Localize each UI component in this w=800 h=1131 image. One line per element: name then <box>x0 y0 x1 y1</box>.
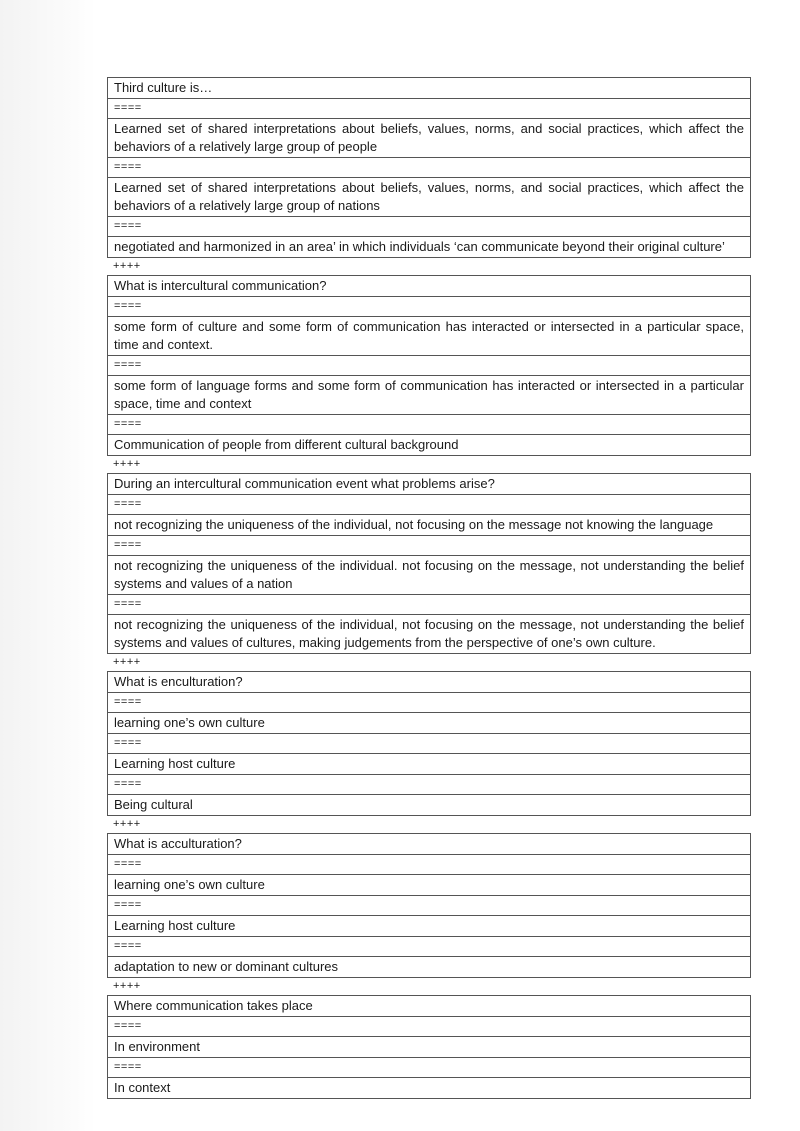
question-block <box>107 275 751 456</box>
option-separator: ==== <box>108 1017 750 1037</box>
answer-option: Learning host culture <box>108 916 750 937</box>
answer-option: not recognizing the uniqueness of the individual, not focusing on the message, not understanding the belief systems and values of cultures, making judgements from the perspective of one’s own culture. <box>108 615 750 654</box>
answer-option: learning one’s own culture <box>108 875 750 896</box>
answer-option: adaptation to new or dominant cultures <box>108 957 750 978</box>
option-separator: ==== <box>108 1058 750 1078</box>
question-block <box>107 671 751 816</box>
option-separator: ==== <box>108 693 750 713</box>
option-separator: ==== <box>108 937 750 957</box>
question-text: What is acculturation? <box>108 834 750 855</box>
question-block <box>107 473 751 654</box>
answer-option: some form of culture and some form of communication has interacted or intersected in a particular space, time and context. <box>108 317 750 356</box>
question-separator: ++++ <box>113 260 141 272</box>
question-text: Where communication takes place <box>108 996 750 1017</box>
question-block <box>107 995 751 1099</box>
option-separator: ==== <box>108 217 750 237</box>
option-separator: ==== <box>108 158 750 178</box>
option-separator: ==== <box>108 775 750 795</box>
quiz-content <box>107 77 751 1099</box>
option-separator: ==== <box>108 99 750 119</box>
answer-option: Being cultural <box>108 795 750 816</box>
question-block <box>107 77 751 258</box>
answer-option: not recognizing the uniqueness of the individual. not focusing on the message, not understanding the belief systems and values of a nation <box>108 556 750 595</box>
option-separator: ==== <box>108 855 750 875</box>
question-text: Third culture is… <box>108 78 750 99</box>
question-separator: ++++ <box>113 656 141 668</box>
answer-option: In context <box>108 1078 750 1099</box>
question-separator: ++++ <box>113 980 141 992</box>
option-separator: ==== <box>108 536 750 556</box>
answer-option: some form of language forms and some form of communication has interacted or intersected in a particular space, time and context <box>108 376 750 415</box>
option-separator: ==== <box>108 297 750 317</box>
answer-option: In environment <box>108 1037 750 1058</box>
option-separator: ==== <box>108 356 750 376</box>
option-separator: ==== <box>108 734 750 754</box>
answer-option: Learning host culture <box>108 754 750 775</box>
question-block <box>107 833 751 978</box>
option-separator: ==== <box>108 595 750 615</box>
question-text: What is enculturation? <box>108 672 750 693</box>
question-separator: ++++ <box>113 458 141 470</box>
answer-option: Learned set of shared interpretations about beliefs, values, norms, and social practices, which affect the behaviors of a relatively large group of people <box>108 119 750 158</box>
question-text: What is intercultural communication? <box>108 276 750 297</box>
question-text: During an intercultural communication event what problems arise? <box>108 474 750 495</box>
answer-option: negotiated and harmonized in an area’ in which individuals ‘can communicate beyond their original culture’ <box>108 237 750 258</box>
answer-option: Learned set of shared interpretations about beliefs, values, norms, and social practices, which affect the behaviors of a relatively large group of nations <box>108 178 750 217</box>
answer-option: Communication of people from different cultural background <box>108 435 750 456</box>
answer-option: learning one’s own culture <box>108 713 750 734</box>
question-separator: ++++ <box>113 818 141 830</box>
option-separator: ==== <box>108 896 750 916</box>
answer-option: not recognizing the uniqueness of the individual, not focusing on the message not knowing the language <box>108 515 750 536</box>
option-separator: ==== <box>108 495 750 515</box>
page-margin-shade <box>0 0 96 1131</box>
option-separator: ==== <box>108 415 750 435</box>
